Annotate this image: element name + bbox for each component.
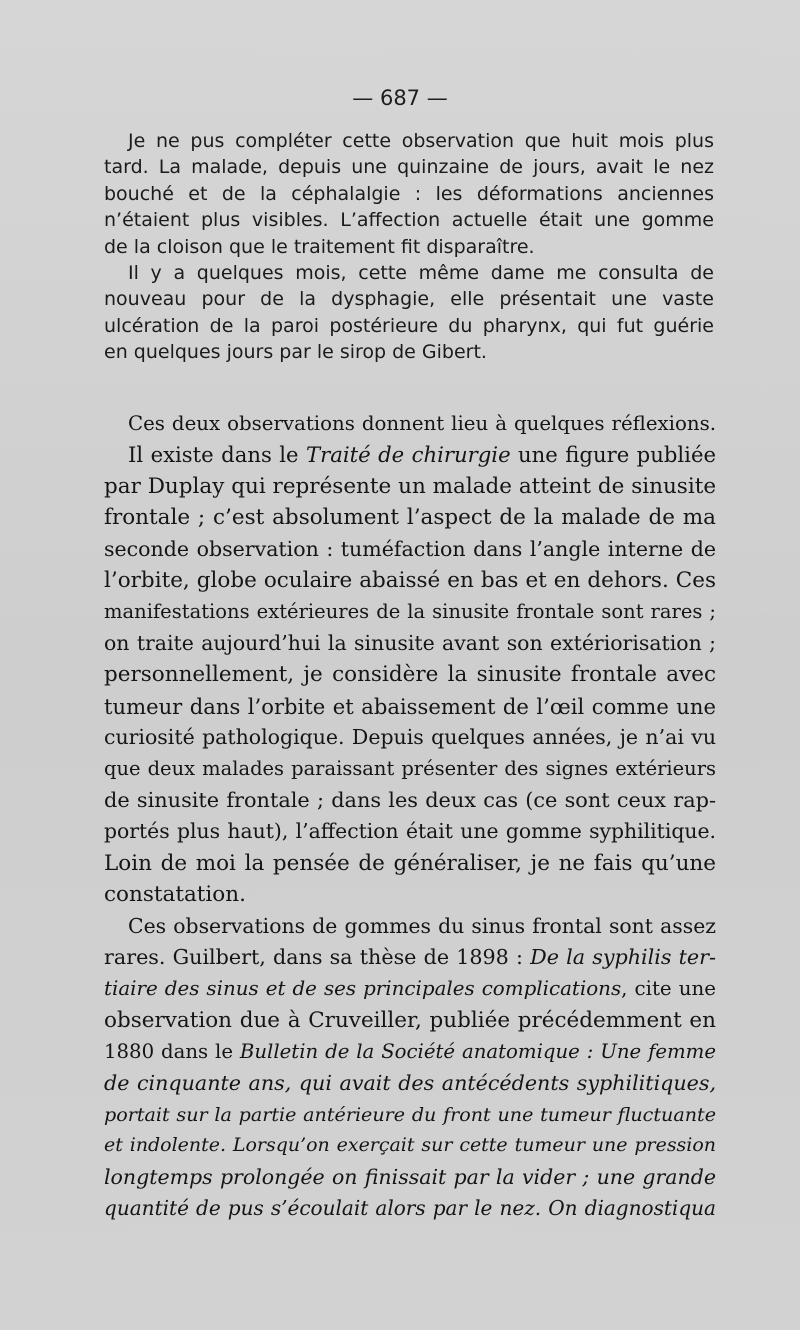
text-line: Ces observations de gommes du sinus frontal sont assez bbox=[128, 913, 716, 938]
text-line: en quelques jours par le sirop de Gibert. bbox=[104, 341, 487, 364]
italic-quote-line: quantité de pus s’écoulait alors par le nez. On diagnostiqua bbox=[104, 1196, 716, 1221]
paragraph bbox=[104, 408, 716, 911]
text-line: l’orbite, globe oculaire abaissé en bas et en dehors. Ces bbox=[104, 568, 716, 594]
text-line: 1880 dans le Bulletin de la Société anatomique : Une femme bbox=[104, 1040, 716, 1064]
text-line: constatation. bbox=[104, 882, 246, 908]
text-line: observation due à Cruveiller, publiée précédemment en bbox=[104, 1007, 716, 1033]
text-line: Je ne pus compléter cette observation que huit mois plus bbox=[128, 130, 714, 152]
text-line: tumeur dans l’orbite et abaissement de l’œil comme une bbox=[104, 693, 716, 719]
commentary-text bbox=[104, 408, 716, 1225]
text-line: nouveau pour de la dysphagie, elle présentait une vaste bbox=[104, 288, 714, 311]
observation-text bbox=[104, 128, 714, 366]
text-line: bouché et de la céphalalgie : les déformations anciennes bbox=[104, 182, 714, 205]
text-line: Il existe dans le Traité de chirurgie une figure publiée bbox=[128, 442, 717, 468]
paragraph bbox=[104, 911, 716, 1225]
text-line: on traite aujourd’hui la sinusite avant son extériorisation ; bbox=[104, 630, 716, 655]
italic-quote-line: de cinquante ans, qui avait des antécédents syphilitiques, bbox=[104, 1070, 716, 1095]
text-line: de sinusite frontale ; dans les deux cas (ce sont ceux rap- bbox=[104, 787, 716, 812]
text-line: personnellement, je considère la sinusite frontale avec bbox=[104, 662, 716, 688]
italic-quote-line: longtemps prolongée on finissait par la vider ; une grande bbox=[104, 1164, 716, 1189]
italic-quote-line: portait sur la partie antérieure du front une tumeur fluctuante bbox=[104, 1102, 716, 1126]
text-line: frontale ; c’est absolument l’aspect de la malade de ma bbox=[104, 505, 716, 531]
paragraph bbox=[104, 260, 714, 366]
text-line: Ces deux observations donnent lieu à quelques réflexions. bbox=[128, 412, 716, 435]
text-line: de la cloison que le traitement fit disparaître. bbox=[104, 235, 535, 258]
text-line: tiaire des sinus et de ses principales complications, cite une bbox=[104, 977, 717, 1001]
italic-title: Traité de chirurgie bbox=[305, 442, 511, 468]
italic-title: tiaire des sinus et de ses principales complications bbox=[104, 977, 622, 1001]
page-number: — 687 — bbox=[352, 86, 448, 110]
italic-title: De la syphilis ter- bbox=[530, 944, 716, 969]
italic-quote: Bulletin de la Société anatomique : Une femme bbox=[239, 1040, 716, 1064]
text-line: n’étaient plus visibles. L’affection actuelle était une gomme bbox=[104, 209, 714, 232]
italic-quote-line: et indolente. Lorsqu’on exerçait sur cette tumeur une pression bbox=[104, 1134, 716, 1157]
text-line: tard. La malade, depuis une quinzaine de jours, avait le nez bbox=[104, 156, 714, 179]
text-line: Loin de moi la pensée de généraliser, je ne fais qu’une bbox=[104, 850, 716, 876]
text-line: seconde observation : tuméfaction dans l’angle interne de bbox=[104, 536, 716, 561]
text-line: par Duplay qui représente un malade atteint de sinusite bbox=[104, 473, 717, 499]
text-line: ulcération de la paroi postérieure du pharynx, qui fut guérie bbox=[104, 314, 714, 337]
text-line: portés plus haut), l’affection était une gomme syphilitique. bbox=[104, 819, 716, 844]
text-line: que deux malades paraissant présenter des signes extérieurs bbox=[104, 757, 716, 781]
text-line: curiosité pathologique. Depuis quelques années, je n’ai vu bbox=[104, 725, 716, 750]
paragraph bbox=[104, 128, 714, 260]
text-line: Il y a quelques mois, cette même dame me consulta de bbox=[128, 262, 714, 285]
text-line: manifestations extérieures de la sinusite frontale sont rares ; bbox=[104, 600, 716, 624]
text-line: rares. Guilbert, dans sa thèse de 1898 : De la syphilis ter- bbox=[104, 944, 716, 969]
